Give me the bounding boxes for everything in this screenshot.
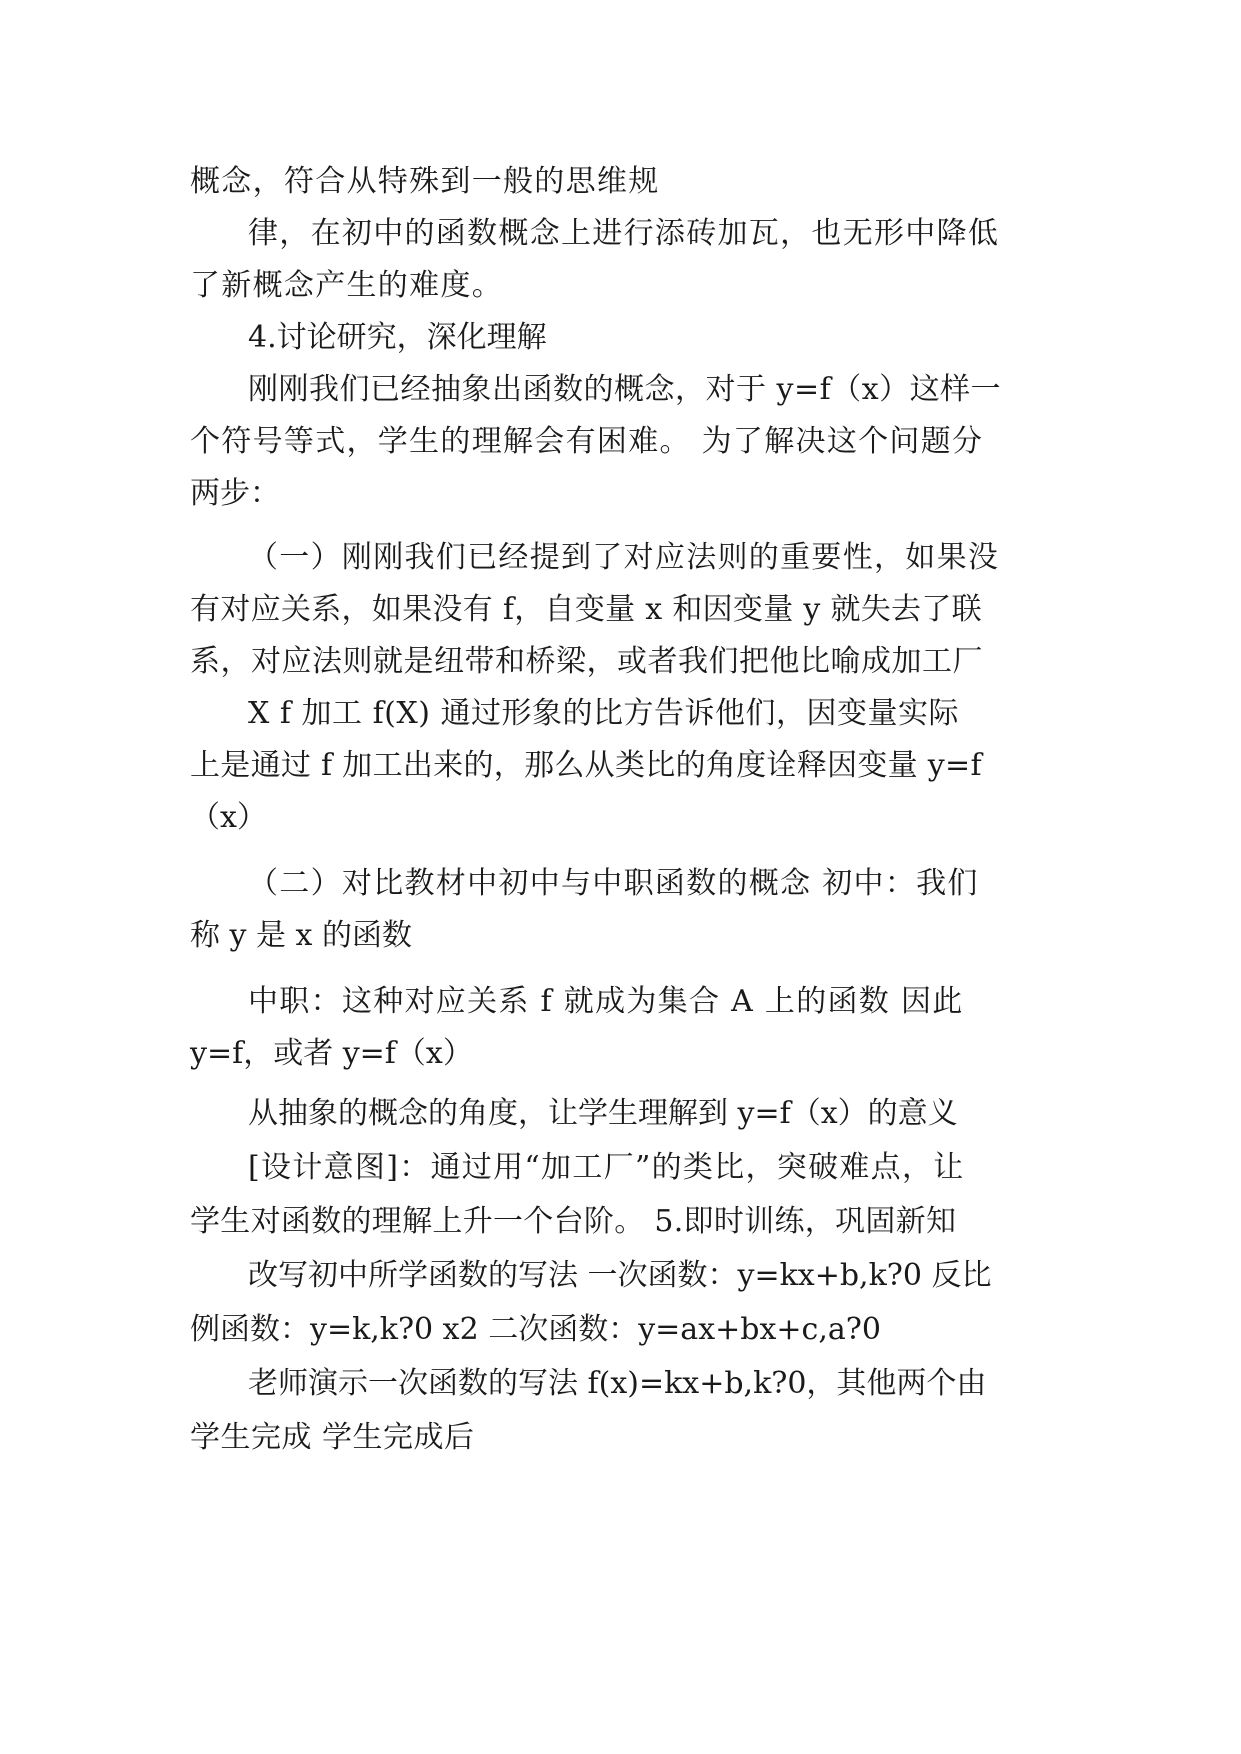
text-line: X f 加工 f(X) 通过形象的比方告诉他们，因变量实际 — [248, 696, 959, 731]
text-line: （二）对比教材中初中与中职函数的概念 初中：我们 — [248, 866, 979, 901]
text-line: 有对应关系，如果没有 f，自变量 x 和因变量 y 就失去了联 — [190, 592, 982, 627]
text-line: 两步： — [190, 476, 280, 511]
text-line: [设计意图]：通过用“加工厂”的类比，突破难点，让 — [248, 1150, 965, 1185]
text-line: y=f，或者 y=f（x） — [190, 1036, 473, 1071]
text-line: 学生完成 学生完成后 — [190, 1420, 475, 1455]
text-line: 学生对函数的理解上升一个台阶。 5.即时训练，巩固新知 — [190, 1204, 957, 1239]
text-line: 中职：这种对应关系 f 就成为集合 A 上的函数 因此 — [248, 984, 964, 1019]
text-line: 老师演示一次函数的写法 f(x)=kx+b,k?0，其他两个由 — [248, 1366, 987, 1401]
text-line: 例函数：y=k,k?0 x2 二次函数：y=ax+bx+c,a?0 — [190, 1312, 881, 1347]
text-line: 系，对应法则就是纽带和桥梁，或者我们把他比喻成加工厂 — [190, 644, 983, 679]
text-line: 上是通过 f 加工出来的，那么从类比的角度诠释因变量 y=f — [190, 748, 982, 783]
section-heading: 4.讨论研究，深化理解 — [248, 320, 547, 355]
text-line: 律，在初中的函数概念上进行添砖加瓦，也无形中降低 — [248, 216, 1000, 251]
text-line: 个符号等式，学生的理解会有困难。 为了解决这个问题分 — [190, 424, 984, 459]
text-line: 称 y 是 x 的函数 — [190, 918, 413, 953]
text-line: 刚刚我们已经抽象出函数的概念，对于 y=f（x）这样一 — [248, 372, 1002, 407]
text-line: 了新概念产生的难度。 — [190, 268, 503, 303]
text-line: 改写初中所学函数的写法 一次函数：y=kx+b,k?0 反比 — [248, 1258, 992, 1293]
text-line: （一）刚刚我们已经提到了对应法则的重要性，如果没 — [248, 540, 1000, 575]
text-line: 从抽象的概念的角度，让学生理解到 y=f（x）的意义 — [248, 1096, 958, 1131]
text-line: （x） — [190, 800, 267, 835]
text-line: 概念，符合从特殊到一般的思维规 — [190, 164, 660, 199]
